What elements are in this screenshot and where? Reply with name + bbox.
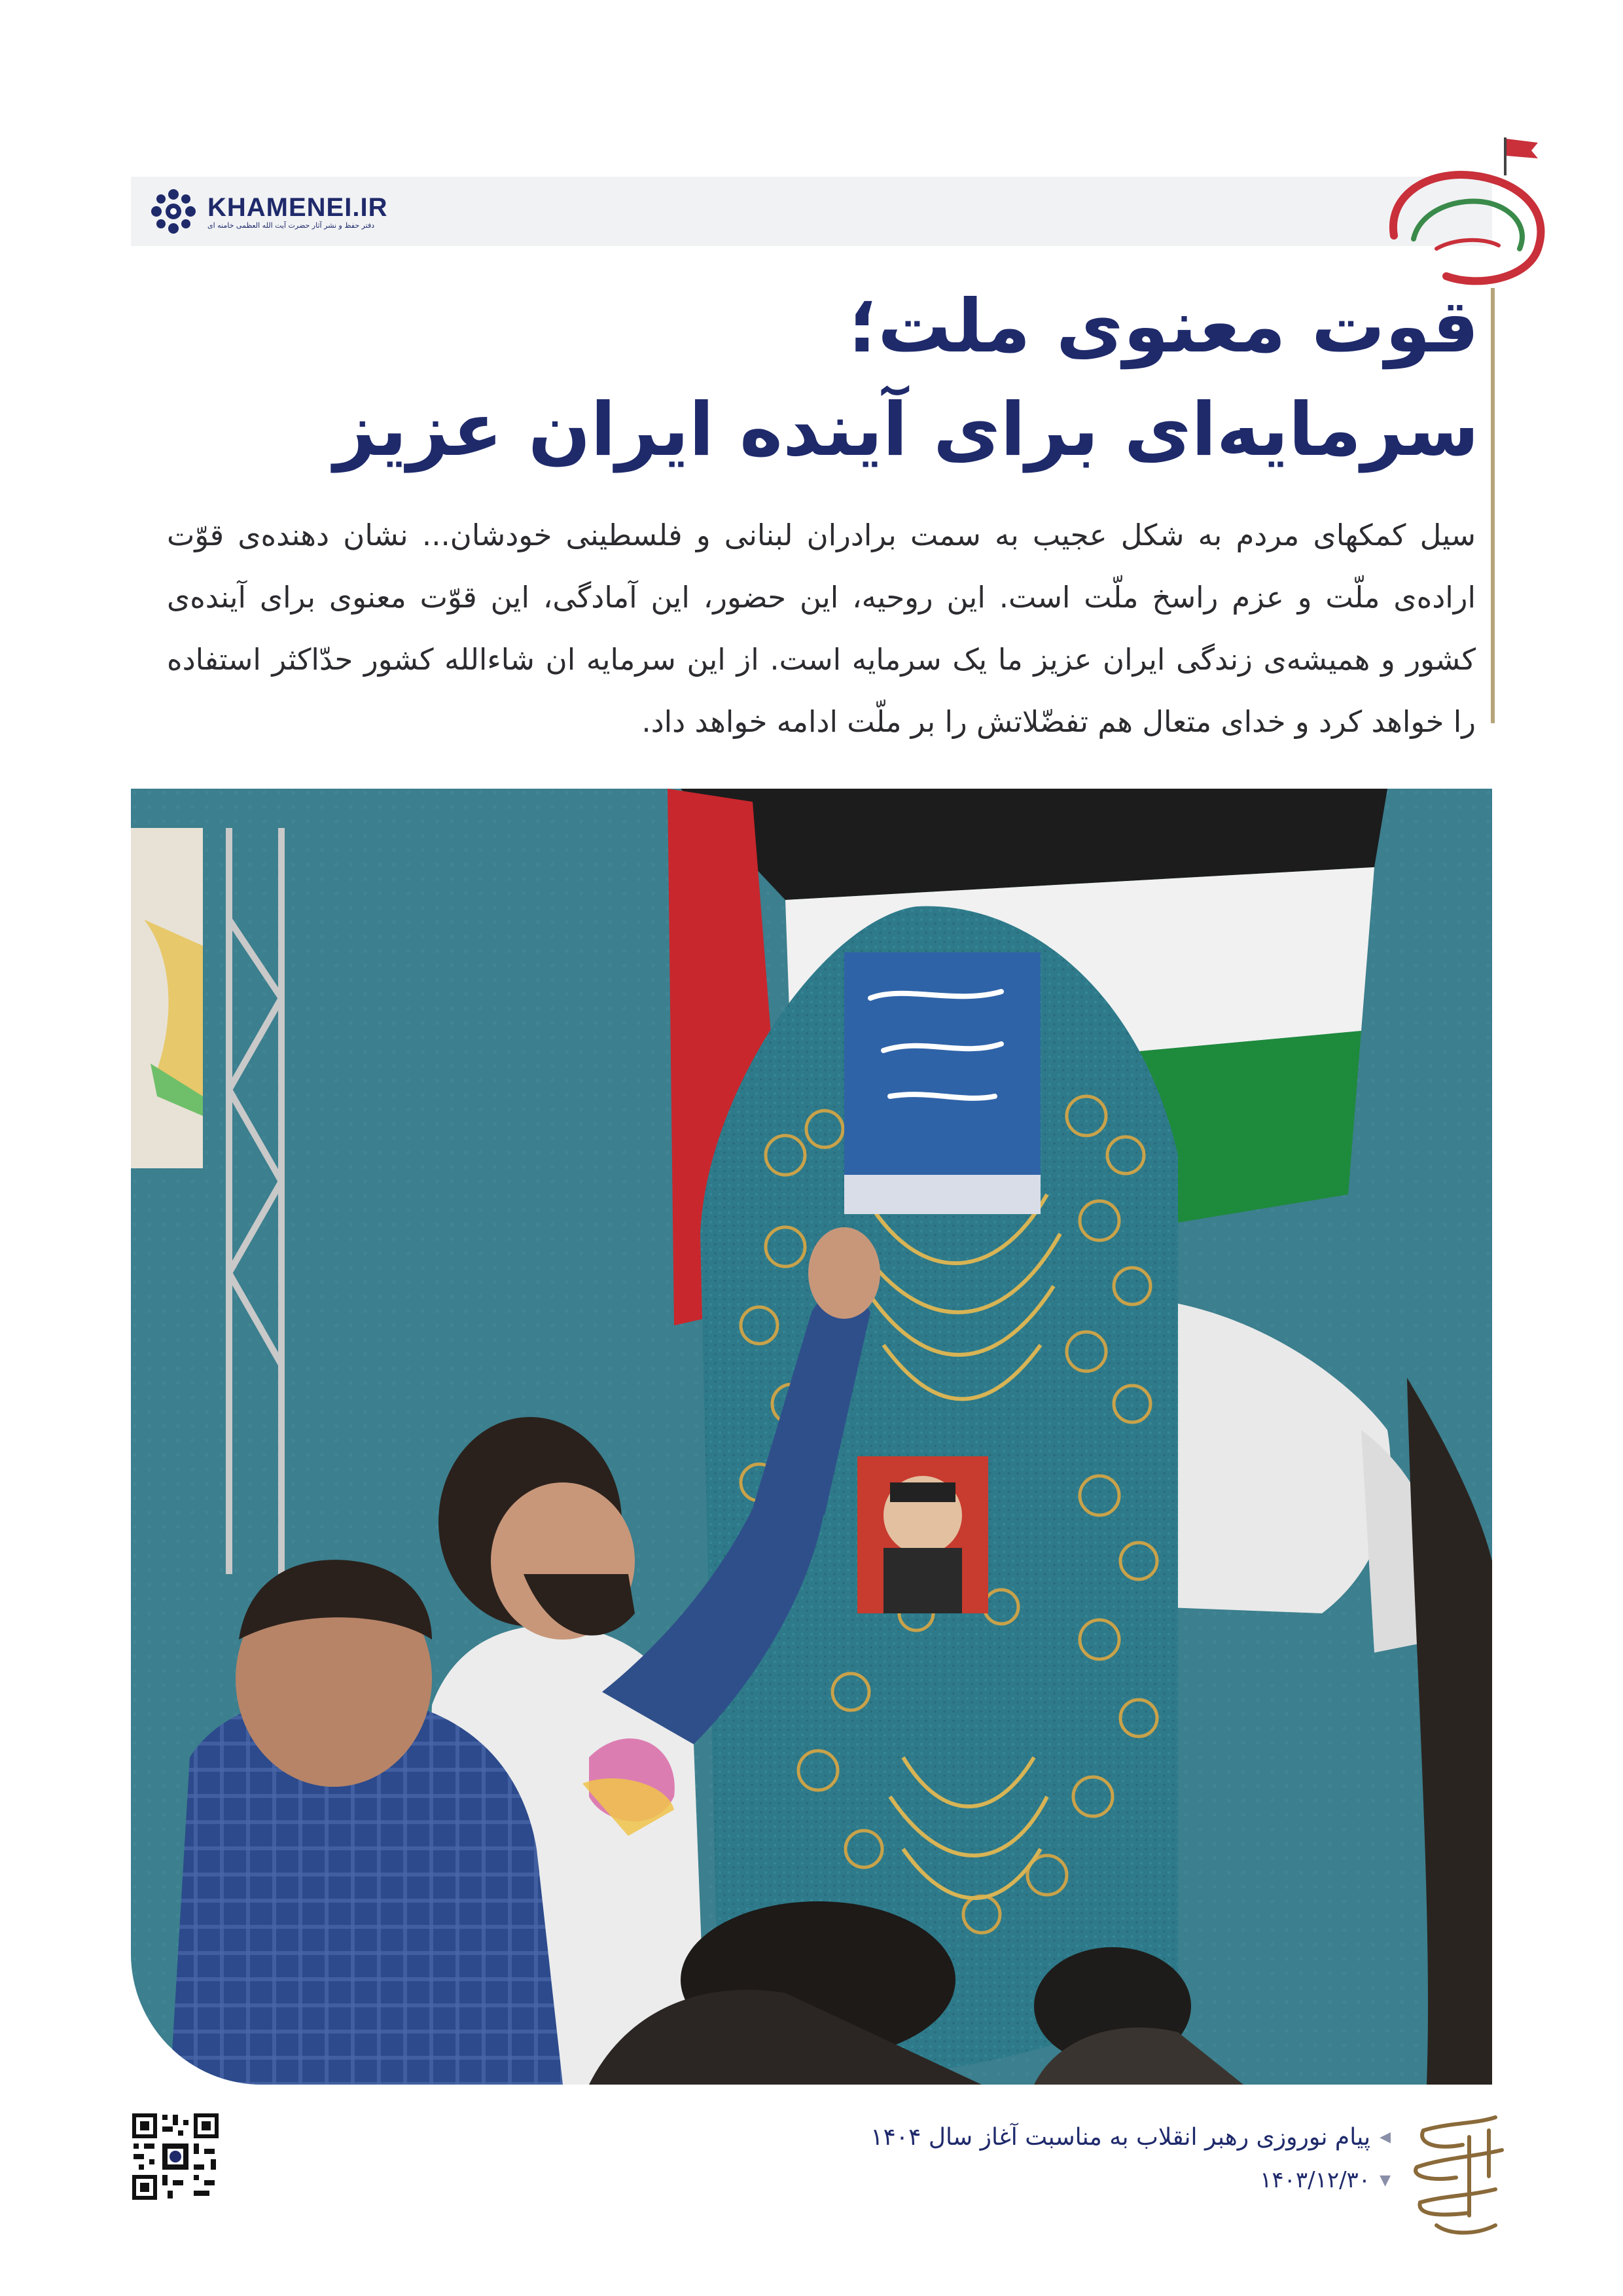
page-title [170,275,1479,482]
ashura-emblem-icon [1374,124,1571,295]
footer-caption: پیام نوروزی رهبر انقلاب به مناسبت آغاز سال ۱۴۰۴ [870,2123,1371,2151]
footer-date-row [671,2159,1391,2202]
calligraphy-seal-icon [1397,2104,1512,2245]
footer-info [671,2115,1391,2202]
triangle-left-icon: ◀ [1380,2128,1391,2145]
triangle-down-icon: ▼ [1380,2172,1391,2189]
qr-code[interactable] [130,2111,221,2202]
accent-line [1491,288,1495,723]
title-line-1: قوت معنوی ملت؛ [848,284,1479,369]
site-logo[interactable] [147,182,387,241]
title-line-2: سرمایه‌ای برای آینده ایران عزیز [334,387,1479,473]
logo-name: KHAMENEI.IR [207,192,388,222]
footer-caption-row [671,2115,1391,2159]
quote-text: سیل کمکهای مردم به شکل عجیب به سمت برادران لبنانی و فلسطینی خودشان... نشان دهنده‌ی قوّت اراده‌ی ملّت و عزم راسخ ملّت است. این روحیه، این حضور، این آمادگی، این قوّت معنوی برای آینده‌ی کشور و همیشه‌ی زندگی ایران عزیز ما یک سرمایه است. از این سرمایه ان شاءالله کشور حدّاکثر استفاده را خواهد کرد و خدای متعال هم تفضّلاتش را بر ملّت ادامه خواهد داد. [167,518,1476,739]
footer-date: ۱۴۰۳/۱۲/۳۰ [1260,2167,1371,2193]
logo-subtitle: دفتر حفظ و نشر آثار حضرت آیت الله العظمی خامنه ای [207,221,375,230]
khamenei-logo-icon [147,185,200,238]
main-photo [131,789,1492,2085]
